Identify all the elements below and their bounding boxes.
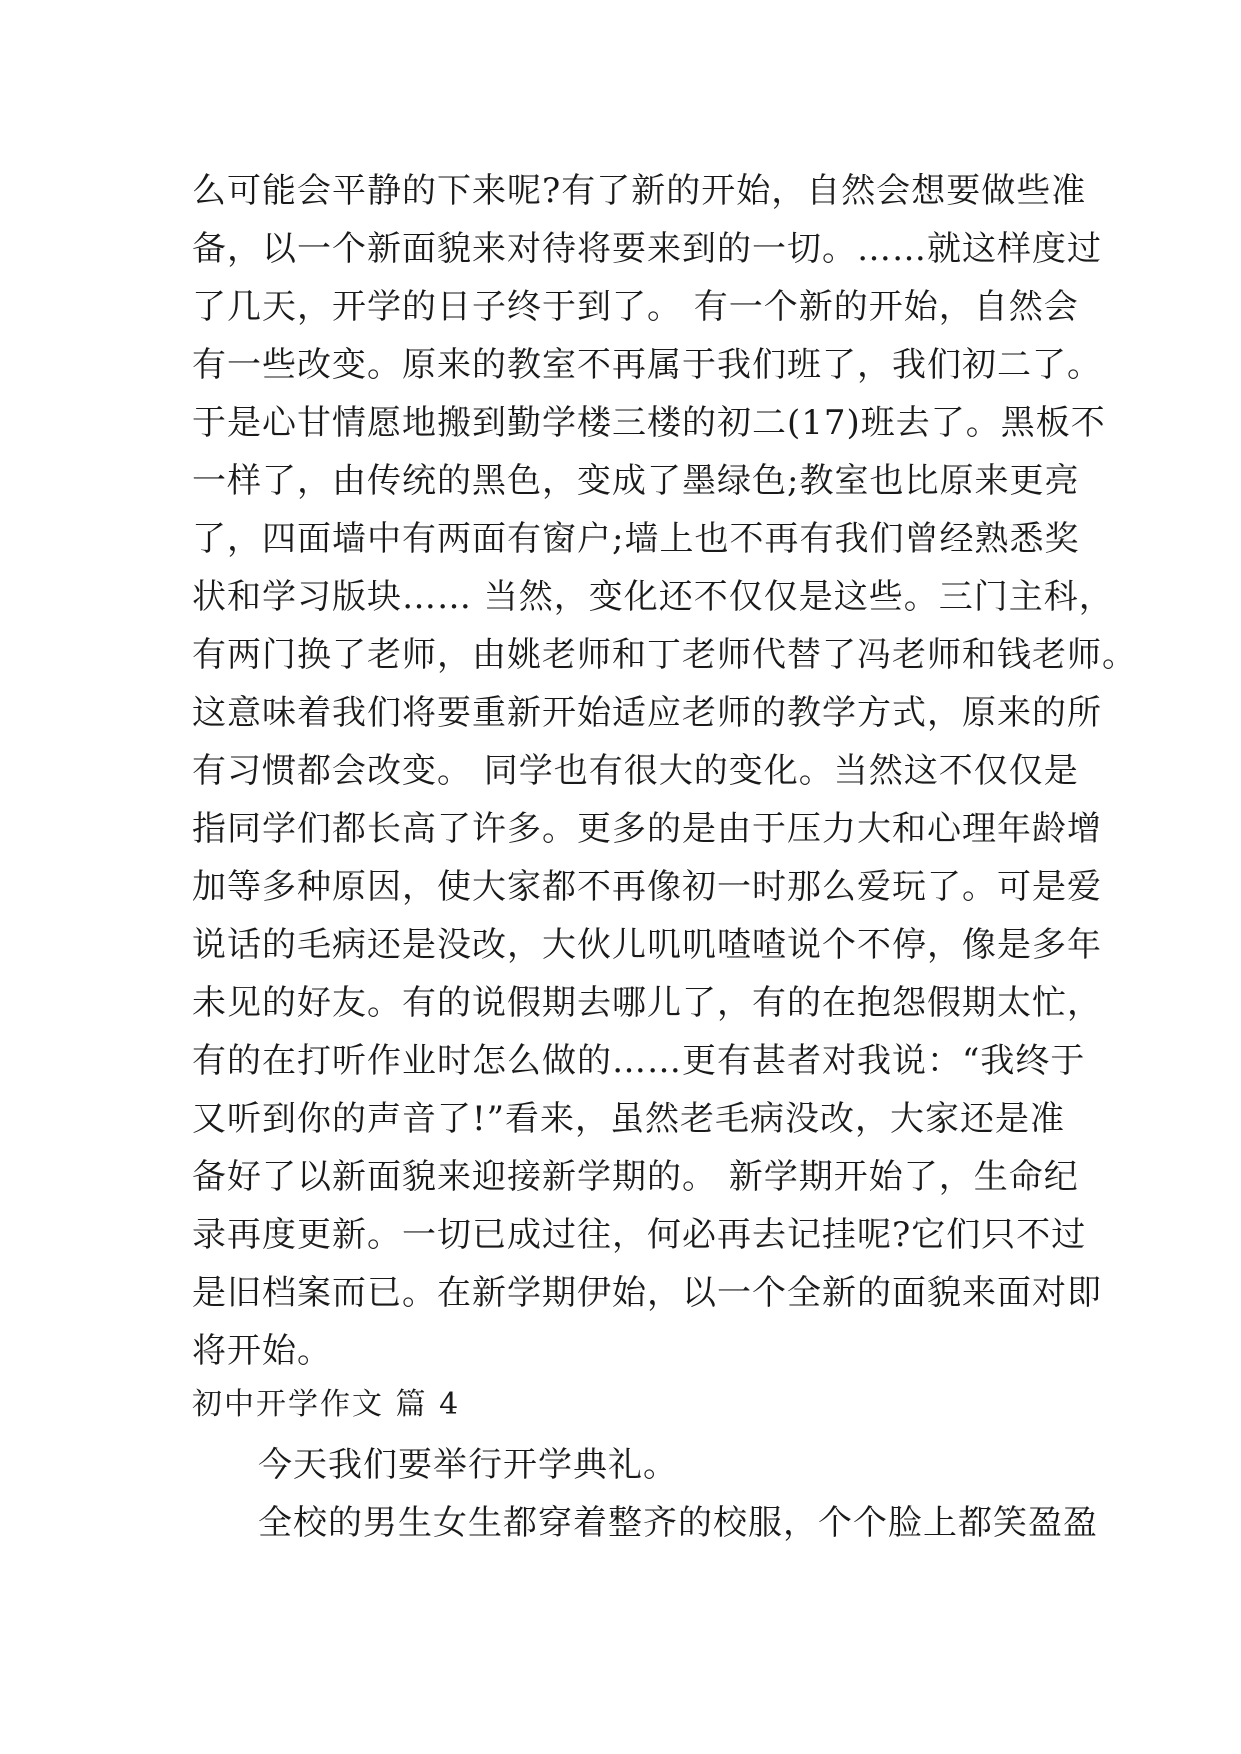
text-line: 这意味着我们将要重新开始适应老师的教学方式，原来的所 [192,693,1102,733]
text-line: 有的在打听作业时怎么做的……更有甚者对我说：“我终于 [192,1041,1086,1081]
text-line: 备，以一个新面貌来对待将要来到的一切。……就这样度过 [192,229,1102,269]
text-line: 有一些改变。原来的教室不再属于我们班了，我们初二了。 [192,345,1102,385]
text-line: 状和学习版块…… 当然，变化还不仅仅是这些。三门主科， [192,577,1114,617]
text-line: 一样了，由传统的黑色，变成了墨绿色;教室也比原来更亮 [192,461,1080,501]
text-line: 说话的毛病还是没改，大伙儿叽叽喳喳说个不停，像是多年 [192,925,1102,965]
essay-paragraph-section4 [192,1436,1098,1552]
text-line: 加等多种原因，使大家都不再像初一时那么爱玩了。可是爱 [192,867,1102,907]
text-line: 录再度更新。一切已成过往，何必再去记挂呢?它们只不过 [192,1215,1087,1255]
text-line: 有习惯都会改变。 同学也有很大的变化。当然这不仅仅是 [192,751,1079,791]
text-line: 备好了以新面貌来迎接新学期的。 新学期开始了，生命纪 [192,1157,1079,1197]
text-line: 指同学们都长高了许多。更多的是由于压力大和心理年龄增 [192,809,1102,849]
section-heading: 初中开学作文 篇 4 [192,1387,461,1422]
text-line: 了，四面墙中有两面有窗户;墙上也不再有我们曾经熟悉奖 [192,519,1080,559]
text-line: 于是心甘情愿地搬到勤学楼三楼的初二(17)班去了。黑板不 [192,403,1106,443]
text-line: 又听到你的声音了!”看来，虽然老毛病没改，大家还是准 [192,1099,1066,1139]
text-line: 么可能会平静的下来呢?有了新的开始，自然会想要做些准 [192,171,1087,211]
text-line: 全校的男生女生都穿着整齐的校服，个个脸上都笑盈盈 [258,1503,1098,1543]
text-line: 今天我们要举行开学典礼。 [258,1445,678,1485]
text-line: 有两门换了老师，由姚老师和丁老师代替了冯老师和钱老师。 [192,635,1137,675]
text-line: 是旧档案而已。在新学期伊始，以一个全新的面貌来面对即 [192,1273,1102,1313]
essay-paragraph [192,162,1137,1380]
text-line: 了几天，开学的日子终于到了。 有一个新的开始，自然会 [192,287,1079,327]
text-line: 将开始。 [192,1331,332,1371]
text-line: 未见的好友。有的说假期去哪儿了，有的在抱怨假期太忙， [192,983,1102,1023]
